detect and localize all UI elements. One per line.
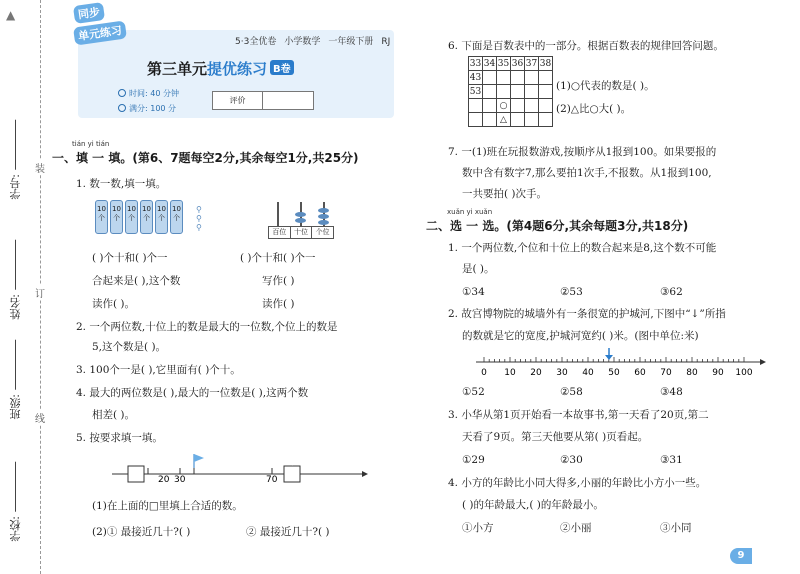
s2-q1-line: 1. 一个两位数,个位和十位上的数合起来是8,这个数不可能 [448,242,717,254]
grid-cell [539,85,553,99]
option[interactable]: ③62 [660,286,683,298]
s2-q2-line: 2. 故宫博物院的城墙外有一条很宽的护城河,下图中“↓”所指 [448,308,726,320]
q5-sub2-1: (2)① 最接近几十?( ) [92,526,191,538]
grid-cell [497,71,511,85]
grid-row [469,71,553,85]
q1-title: 1. 数一数,填一填。 [76,178,167,190]
grid-cell [525,71,539,85]
q7-line: 数中含有数字7,那么要拍1次手,不报数。从1报到100, [462,167,712,179]
q2-line: 2. 一个两位数,十位上的数是最大的一位数,个位上的数是 [76,321,338,333]
answer-box [284,466,300,482]
option[interactable]: ①34 [462,286,485,298]
rocket-icon: ▲ [6,8,16,22]
cut-mark: 装 [35,160,45,175]
section2-heading: 二、选 一 选。(第4题6分,其余每题3分,共18分) [426,219,689,233]
binding-strip [0,0,58,574]
q1-left-line: 合起来是( ),这个数 [92,275,181,287]
grid-cell [511,113,525,127]
grid-row [469,99,553,113]
grid-cell [469,99,483,113]
time-info: 时间: 40 分钟 [118,88,179,99]
option[interactable]: ①小方 [462,522,494,534]
grid-cell [511,85,525,99]
evaluation-box[interactable]: 评价 [212,91,314,110]
grid-cell: 43 [469,72,482,83]
grid-cell [539,99,553,113]
grid-cell [511,99,525,113]
answer-box [128,466,144,482]
s2-q3-line: 天看了9页。第三天他要从第( )页看起。 [462,431,649,443]
ones-label: 个位 [315,228,330,236]
section2-pinyin: xuǎn yi xuǎn [447,208,493,216]
q1-right-line: ( )个十和( )个一 [240,252,316,264]
hundred-chart-grid [468,56,553,127]
option[interactable]: ③31 [660,454,683,466]
option[interactable]: ②30 [560,454,583,466]
name-field[interactable]: 姓名: [8,240,24,320]
tick-label: 30 [174,475,186,485]
clock-icon [118,89,126,97]
tick-label: 20 [158,475,170,485]
option[interactable]: ①29 [462,454,485,466]
cut-mark: 线 [35,410,45,425]
single-units-icon: ⚲ ⚲ ⚲ [196,205,202,232]
grid-cell [525,113,539,127]
grid-row [469,113,553,127]
q1-left-line: ( )个十和( )个一 [92,252,168,264]
grid-cell [539,71,553,85]
grid-cell [539,113,553,127]
ten-bundle: 10个 [95,200,108,234]
grid-cell: ○ [497,99,511,113]
s2-q4-line: ( )的年龄最大,( )的年龄最小。 [462,499,604,511]
q1-right-line: 读作( ) [262,298,295,310]
q1-left-line: 读作( )。 [92,298,136,310]
tick-label: 30 [556,368,568,378]
page-title: 第三单元提优练习 B卷 [147,58,294,79]
brand-logo: 同步 单元练习 [74,4,144,54]
s2-q4-line: 4. 小方的年龄比小同大得多,小丽的年龄比小方小一些。 [448,477,707,489]
tick-label: 90 [712,368,724,378]
tens-label: 十位 [291,227,313,238]
q5-number-line [108,452,368,488]
grid-cell [525,85,539,99]
grid-cell: 37 [525,58,538,69]
tick-label: 20 [530,368,542,378]
score-info: 满分: 100 分 [118,103,176,114]
flag-icon [194,454,204,462]
grid-cell [469,113,483,127]
class-field[interactable]: 班级: [8,340,24,420]
option[interactable]: ①52 [462,386,485,398]
tick-label: 80 [686,368,698,378]
grid-cell [525,99,539,113]
school-field[interactable]: 学校: [8,462,24,542]
abacus-figure [268,198,334,242]
option[interactable]: ②53 [560,286,583,298]
tick-label: 70 [660,368,672,378]
series-line: 5·3全优卷 小学数学 一年级下册 RJ [235,37,391,47]
q5-sub1: (1)在上面的□里填上合适的数。 [92,500,243,512]
section1-pinyin: tián yi tián [72,140,110,148]
grid-cell: 35 [497,58,510,69]
hundreds-label: 百位 [269,227,291,238]
option[interactable]: ②小丽 [560,522,592,534]
ten-bundle: 10个 [140,200,153,234]
tick-label: 50 [608,368,620,378]
grid-cell [483,85,497,99]
grid-cell [497,85,511,99]
s2-q3-line: 3. 小华从第1页开始看一本故事书,第一天看了20页,第二 [448,409,709,421]
grid-cell [511,71,525,85]
q5-sub2-2: ② 最接近几十?( ) [246,526,330,538]
tick-label: 10 [504,368,516,378]
q3-line: 3. 100个一是( ),它里面有( )个十。 [76,364,241,376]
option[interactable]: ③48 [660,386,683,398]
grid-cell: 36 [511,58,524,69]
counting-rods-figure [95,200,183,234]
cut-mark: 订 [35,285,45,300]
q6-sub1: (1)○代表的数是( )。 [556,80,655,92]
tick-label: 70 [266,475,278,485]
score-icon [118,104,126,112]
ten-bundle: 10个 [125,200,138,234]
option[interactable]: ②58 [560,386,583,398]
q4-line: 相差( )。 [92,409,136,421]
level-badge: B卷 [270,60,294,75]
option[interactable]: ③小同 [660,522,692,534]
ten-bundle: 10个 [155,200,168,234]
page-number: 9 [730,548,752,564]
q1-right-line: 写作( ) [262,275,295,287]
q2-line: 5,这个数是( )。 [92,341,167,353]
ten-bundle: 10个 [110,200,123,234]
ten-bundle: 10个 [170,200,183,234]
tick-label: 60 [634,368,646,378]
grid-cell [483,71,497,85]
grid-cell: 33 [469,58,482,69]
q4-line: 4. 最大的两位数是( ),最大的一位数是( ),这两个数 [76,387,309,399]
s2-q2-line: 的数就是它的宽度,护城河宽约( )米。(图中单位:米) [462,330,699,342]
student-id-field[interactable]: 学号: [8,120,24,200]
moat-number-line [470,348,770,380]
grid-cell: △ [497,113,511,127]
q6-sub2: (2)△比○大( )。 [556,103,632,115]
section1-heading: 一、填 一 填。(第6、7题每空2分,其余每空1分,共25分) [52,151,359,165]
q7-line: 7. 一(1)班在玩报数游戏,按顺序从1报到100。如果要报的 [448,146,717,158]
tick-label: 100 [735,368,753,378]
q5-title: 5. 按要求填一填。 [76,432,163,444]
tick-label: 40 [582,368,594,378]
grid-row [469,57,553,71]
grid-cell: 53 [469,86,482,97]
grid-cell [483,113,497,127]
grid-cell: 38 [539,58,552,69]
grid-row [469,85,553,99]
grid-cell: 34 [483,58,496,69]
q7-line: 一共要拍( )次手。 [462,188,548,200]
grid-cell [483,99,497,113]
s2-q1-line: 是( )。 [462,263,495,275]
tick-label: 0 [481,368,487,378]
q6-title: 6. 下面是百数表中的一部分。根据百数表的规律回答问题。 [448,40,724,52]
